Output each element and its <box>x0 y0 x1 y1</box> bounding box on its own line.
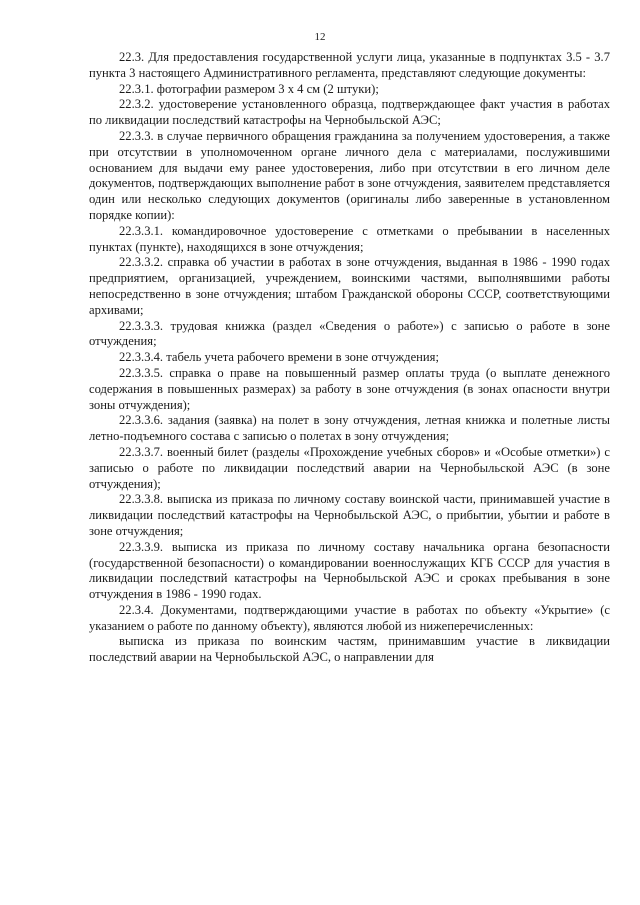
paragraph-22-3-3: 22.3.3. в случае первичного обращения гражданина за получением удостоверения, а также при отсутствии в уполномоченном органе личного дела с материалами, послужившими основанием для выдачи ему ранее удостоверения, либо при отсутствии в его личном деле документов, подтверждающих выполнение работ в зоне отчуждения, заявителем представляется один или несколько следующих документов (оригиналы либо заверенные в установленном порядке копии): <box>89 128 610 222</box>
document-body <box>89 50 610 666</box>
paragraph-22-3-3-2: 22.3.3.2. справка об участии в работах в зоне отчуждения, выданная в 1986 - 1990 годах предприятием, организацией, учреждением, воинскими частями, выполнявшими работы непосредственно в зоне отчуждения; штабом Гражданской обороны СССР, соответствующими архивами; <box>89 255 610 317</box>
paragraph-22-3-3-1: 22.3.3.1. командировочное удостоверение с отметками о пребывании в населенных пунктах (пункте), находящихся в зоне отчуждения; <box>89 223 610 254</box>
paragraph-22-3-3-6: 22.3.3.6. задания (заявка) на полет в зону отчуждения, летная книжка и полетные листы летно-подъемного состава с записью о полетах в зону отчуждения; <box>89 413 610 444</box>
paragraph-22-3-3-8: 22.3.3.8. выписка из приказа по личному составу воинской части, принимавшей участие в ликвидации последствий катастрофы на Чернобыльской АЭС, о прибытии, убытии и работе в зоне отчуждения; <box>89 492 610 538</box>
paragraph-22-3-4: 22.3.4. Документами, подтверждающими участие в работах по объекту «Укрытие» (с указанием о работе по данному объекту), являются любой из нижеперечисленных: <box>89 602 610 633</box>
paragraph-22-3-3-5: 22.3.3.5. справка о праве на повышенный размер оплаты труда (о выплате денежного содержания в повышенных размерах) за работу в зоне отчуждения (в зонах опасности внутри зоны отчуждения); <box>89 365 610 412</box>
paragraph-22-3-1: 22.3.1. фотографии размером 3 x 4 см (2 штуки); <box>119 81 379 96</box>
paragraph-22-3-3-3: 22.3.3.3. трудовая книжка (раздел «Сведения о работе») с записью о работе в зоне отчуждения; <box>89 318 610 349</box>
paragraph-extract: выписка из приказа по воинским частям, принимавшим участие в ликвидации последствий аварии на Чернобыльской АЭС, о направлении для <box>89 634 610 665</box>
paragraph-22-3: 22.3. Для предоставления государственной услуги лица, указанные в подпунктах 3.5 - 3.7 пункта 3 настоящего Административного регламента, представляют следующие документы: <box>89 50 610 80</box>
paragraph-22-3-3-7: 22.3.3.7. военный билет (разделы «Прохождение учебных сборов» и «Особые отметки») с записью о работе по ликвидации последствий аварии на Чернобыльской АЭС (в зоне отчуждения); <box>89 444 610 491</box>
paragraph-22-3-3-4: 22.3.3.4. табель учета рабочего времени в зоне отчуждения; <box>119 350 439 365</box>
paragraph-22-3-3-9: 22.3.3.9. выписка из приказа по личному составу начальника органа безопасности (государственной безопасности) о командировании военнослужащих КГБ СССР для участия в ликвидации последствий катастрофы на Чернобыльской АЭС и сроках пребывания в зоне отчуждения в 1986 - 1990 годах. <box>89 539 610 602</box>
page-number: 12 <box>314 31 326 43</box>
paragraph-22-3-2: 22.3.2. удостоверение установленного образца, подтверждающее факт участия в работах по ликвидации последствий катастрофы на Чернобыльской АЭС; <box>89 97 610 128</box>
